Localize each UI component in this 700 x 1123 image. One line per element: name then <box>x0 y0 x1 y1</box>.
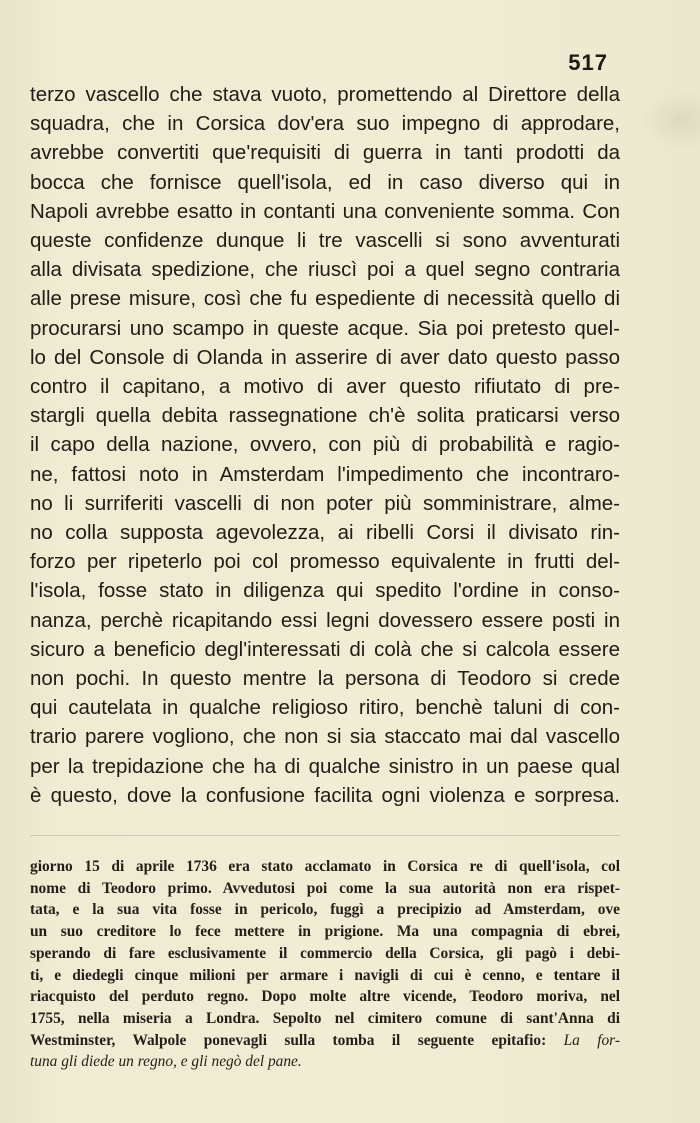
body-line: l'isola, fosse stato in diligenza qui spedito l'ordine in conso- <box>30 579 620 603</box>
footnote-block <box>30 856 620 1073</box>
body-line: contro il capitano, a motivo di aver questo rifiutato di pre- <box>30 375 620 399</box>
footnote-line <box>30 1051 620 1073</box>
footnote-line: ti, e diedegli cinque milioni per armare i navigli di cui è cenno, e tentare il <box>30 966 620 984</box>
body-line: stargli quella debita rassegnatione ch'è solita praticarsi verso <box>30 404 620 428</box>
body-line: qui cautelata in qualche religioso ritiro, benchè taluni di con- <box>30 696 620 720</box>
body-line: terzo vascello che stava vuoto, promettendo al Direttore della <box>30 83 620 106</box>
body-line: nanza, perchè ricapitando essi legni dovessero essere posti in <box>30 608 620 632</box>
body-line: per la trepidazione che ha di qualche sinistro in un paese qual <box>30 754 620 778</box>
body-line: alla divisata spedizione, che riuscì poi a quel segno contraria <box>30 258 620 282</box>
body-line: alle prese misure, così che fu espediente di necessità quello di <box>30 287 620 311</box>
footnote-line: nome di Teodoro primo. Avvedutosi poi come la sua autorità non era rispet- <box>30 879 620 897</box>
main-text-block <box>30 80 620 810</box>
body-line: trario parere vogliono, che non si sia staccato mai dal vascello <box>30 725 620 749</box>
body-line: Napoli avrebbe esatto in contanti una conveniente somma. Con <box>30 199 620 223</box>
footnote-line: sperando di fare esclusivamente il commercio della Corsica, gli pagò i debi- <box>30 944 620 962</box>
body-line: avrebbe convertiti que'requisiti di guerra in tanti prodotti da <box>30 141 620 165</box>
footnote-epitaph-start: La for- <box>563 1031 620 1049</box>
body-line: forzo per ripeterlo poi col promesso equivalente in frutti del- <box>30 550 620 574</box>
body-line: bocca che fornisce quell'isola, ed in caso diverso qui in <box>30 170 620 194</box>
footnote-line <box>30 1030 620 1052</box>
page-number: 517 <box>568 50 608 75</box>
footnote-epitaph: tuna gli diede un regno, e gli negò del pane. <box>30 1053 302 1071</box>
body-line: ne, fattosi noto in Amsterdam l'impedimento che incontraro- <box>30 462 620 486</box>
footnote-line: tata, e la sua vita fosse in pericolo, fuggì a precipizio ad Amsterdam, ove <box>30 901 620 919</box>
body-line: non pochi. In questo mentre la persona di Teodoro si crede <box>30 667 620 691</box>
body-line: è questo, dove la confusione facilita ogni violenza e sorpresa. <box>30 783 620 807</box>
body-line: no li surriferiti vascelli di non poter più somministrare, alme- <box>30 491 620 515</box>
footnote-text: Westminster, Walpole ponevagli sulla tomba il seguente epitafio: <box>30 1031 547 1049</box>
footnote-line: riacquisto del perduto regno. Dopo molte altre vicende, Teodoro moriva, nel <box>30 988 620 1006</box>
footnote-line: un suo creditore lo fece mettere in prigione. Ma una compagnia di ebrei, <box>30 923 620 941</box>
footnote-separator <box>30 835 620 836</box>
body-line: queste confidenze dunque li tre vascelli si sono avventurati <box>30 229 620 253</box>
bleed-through-mark <box>640 90 700 150</box>
footnote-line: giorno 15 di aprile 1736 era stato acclamato in Corsica re di quell'isola, col <box>30 858 620 875</box>
body-line: no colla supposta agevolezza, ai ribelli Corsi il divisato rin- <box>30 521 620 545</box>
body-line: il capo della nazione, ovvero, con più di probabilità e ragio- <box>30 433 620 457</box>
footnote-line: 1755, nella miseria a Londra. Sepolto nel cimitero comune di sant'Anna di <box>30 1009 620 1027</box>
body-line: sicuro a beneficio degl'interessati di colà che si calcola essere <box>30 637 620 661</box>
body-line: lo del Console di Olanda in asserire di aver dato questo passo <box>30 345 620 369</box>
body-line: squadra, che in Corsica dov'era suo impegno di approdare, <box>30 112 620 136</box>
body-line: procurarsi uno scampo in queste acque. Sia poi pretesto quel- <box>30 316 620 340</box>
